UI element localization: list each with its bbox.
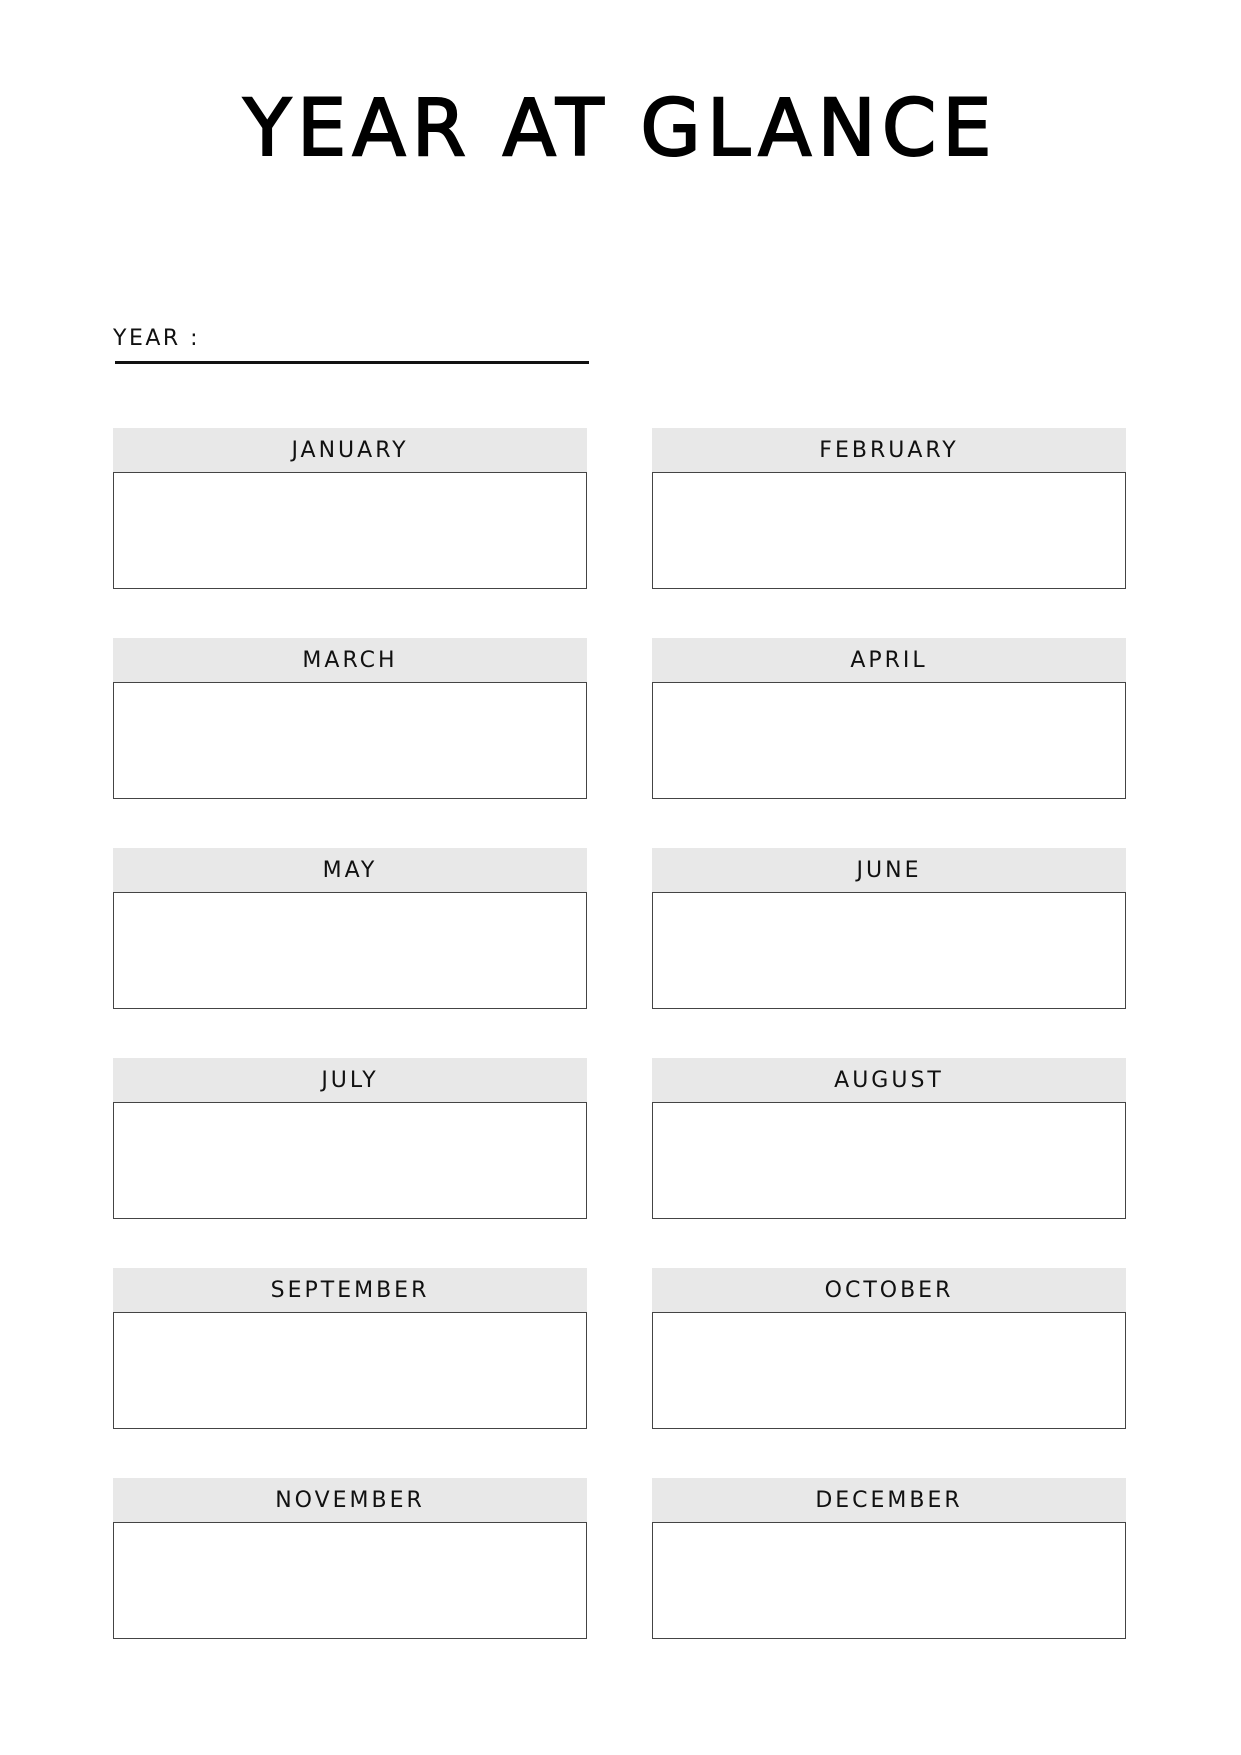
month-notes-box[interactable] <box>652 1312 1126 1429</box>
month-header: JANUARY <box>113 428 587 472</box>
month-card-january <box>113 428 587 591</box>
month-notes-box[interactable] <box>113 472 587 589</box>
month-card-november <box>113 1478 587 1641</box>
month-header: APRIL <box>652 638 1126 682</box>
year-label: YEAR : <box>113 326 201 351</box>
month-header: FEBRUARY <box>652 428 1126 472</box>
month-notes-box[interactable] <box>652 1522 1126 1639</box>
year-field[interactable] <box>113 326 589 364</box>
month-notes-box[interactable] <box>113 1522 587 1639</box>
month-card-august <box>652 1058 1126 1221</box>
month-header: JULY <box>113 1058 587 1102</box>
month-card-february <box>652 428 1126 591</box>
year-underline[interactable] <box>115 361 589 364</box>
month-notes-box[interactable] <box>113 682 587 799</box>
month-card-december <box>652 1478 1126 1641</box>
month-header: AUGUST <box>652 1058 1126 1102</box>
month-notes-box[interactable] <box>652 1102 1126 1219</box>
month-header: MARCH <box>113 638 587 682</box>
month-header: DECEMBER <box>652 1478 1126 1522</box>
months-grid <box>113 428 1127 1641</box>
month-card-june <box>652 848 1126 1011</box>
month-header: JUNE <box>652 848 1126 892</box>
page-title: YEAR AT GLANCE <box>243 84 998 174</box>
month-header: MAY <box>113 848 587 892</box>
month-notes-box[interactable] <box>113 1102 587 1219</box>
month-notes-box[interactable] <box>113 1312 587 1429</box>
month-notes-box[interactable] <box>113 892 587 1009</box>
month-notes-box[interactable] <box>652 682 1126 799</box>
month-card-march <box>113 638 587 801</box>
month-card-july <box>113 1058 587 1221</box>
month-card-may <box>113 848 587 1011</box>
month-header: NOVEMBER <box>113 1478 587 1522</box>
month-card-october <box>652 1268 1126 1431</box>
month-card-september <box>113 1268 587 1431</box>
month-notes-box[interactable] <box>652 472 1126 589</box>
month-header: OCTOBER <box>652 1268 1126 1312</box>
month-header: SEPTEMBER <box>113 1268 587 1312</box>
month-notes-box[interactable] <box>652 892 1126 1009</box>
month-card-april <box>652 638 1126 801</box>
